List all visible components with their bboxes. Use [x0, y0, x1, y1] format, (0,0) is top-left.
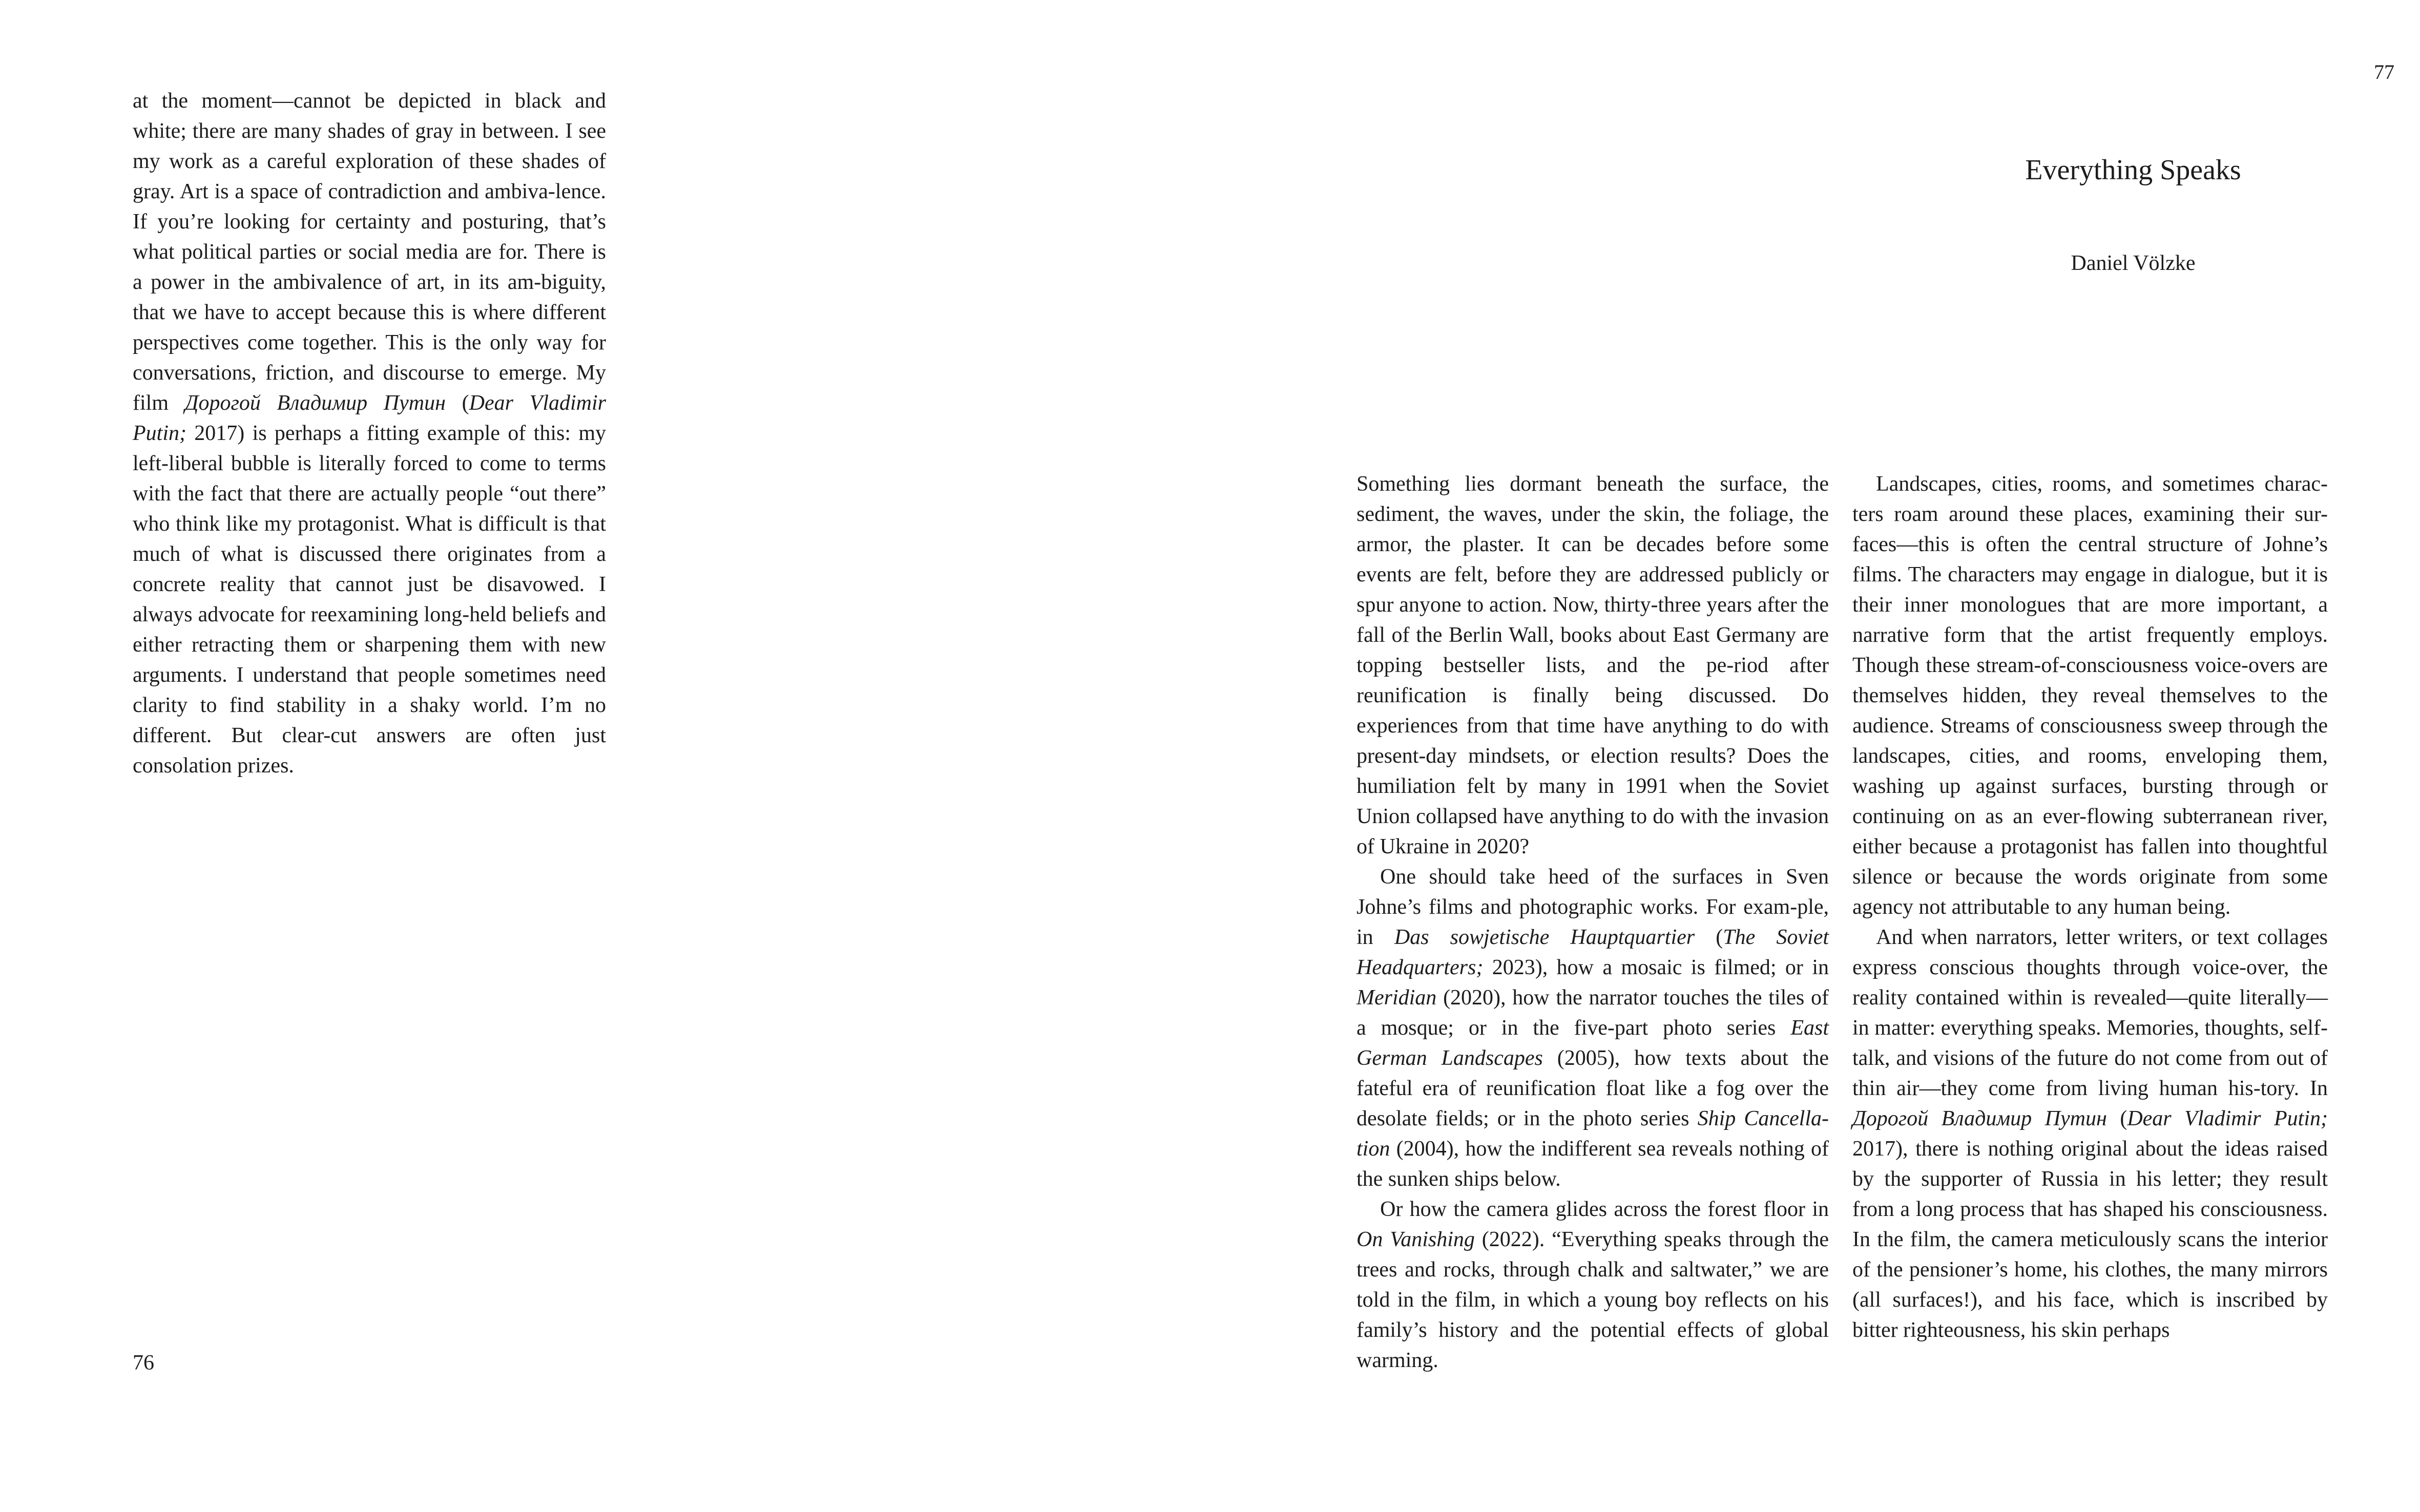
page-number-left: 76	[133, 1351, 154, 1375]
column-b-paragraph-1	[1852, 469, 2328, 922]
text-run: (2004), how the indifferent sea reveals nothing of the sunken ships below.	[1357, 1137, 1829, 1191]
text-run: Or how the camera glides across the forest floor in	[1380, 1198, 1829, 1221]
text-run: (	[2106, 1107, 2127, 1130]
text-run: (	[445, 391, 469, 415]
page-number-right: 77	[2374, 60, 2394, 83]
essay-author: Daniel Völzke	[2071, 251, 2196, 275]
column-a-paragraph-2	[1357, 862, 1829, 1194]
text-run: Something lies dormant beneath the surface, the sediment, the waves, under the skin, the foliage, the armor, the plaster. It can be decades before some events are felt, before they are addressed publicly or spur anyone to action. Now, thirty-three years after the fall of the Berlin Wall, books about East Germany are topping bestseller lists, and the pe-riod after reunification is finally being discussed. Do experiences from that time have anything to do with present-day mindsets, or election results? Does the humiliation felt by many in 1991 when the Soviet Union collapsed have anything to do with the invasion of Ukraine in 2020?	[1357, 472, 1829, 858]
film-title-russian: Дорогой Владимир Путин	[1852, 1107, 2107, 1130]
text-run: 2017), there is nothing original about the ideas raised by the supporter of Russia in his letter; they result from a long process that has shaped his consciousness. In the film, the camera meticulously scans the interior of the pensioner’s home, his clothes, the many mirrors (all surfaces!), and his face, which is inscribed by bitter righteousness, his skin perhaps	[1852, 1137, 2328, 1342]
work-title: The Soviet Headquarters;	[1357, 926, 1829, 979]
text-run: at the moment—cannot be depicted in black and white; there are many shades of gray in between. I see my work as a careful exploration of these shades of gray. Art is a space of contradiction and ambiva-lence. If you’re looking for certainty and posturing, that’s what political parties or social media are for. There is a power in the ambivalence of art, in its am-biguity, that we have to accept because this is where different perspectives come together. This is the only way for conversations, friction, and discourse to emerge. My film	[133, 89, 606, 415]
text-run: Landscapes, cities, rooms, and sometimes charac-ters roam around these places, examining their sur-faces—this is often the central structure of Johne’s films. The characters may engage in dialogue, but it is their inner monologues that are more important, a narrative form that the artist frequently employs. Though these stream-of-consciousness voice-overs are themselves hidden, they reveal themselves to the audience. Streams of consciousness sweep through the landscapes, cities, and rooms, enveloping them, washing up against surfaces, bursting through or continuing on as an ever-flowing subterranean river, either because a protagonist has fallen into thoughtful silence or because the words originate from some agency not attributable to any human being.	[1852, 472, 2328, 919]
film-title-english: Dear Vladimir Putin;	[133, 391, 607, 445]
text-run: (2022). “Everything speaks through the trees and rocks, through chalk and saltwater,” we are told in the film, in which a young boy reflects on his family’s history and the potential effects of global warming.	[1357, 1228, 1829, 1372]
left-page-text-column	[133, 86, 606, 781]
text-column-left	[1357, 469, 1829, 1376]
essay-title: Everything Speaks	[2025, 154, 2241, 186]
text-run: One should take heed of the surfaces in Sven Johne’s films and photographic works. For exam-ple, in	[1357, 865, 1829, 949]
work-title: On Vanishing	[1357, 1228, 1475, 1251]
work-title: Meridian	[1357, 986, 1437, 1010]
text-run: (	[1695, 926, 1723, 949]
text-run: 2017) is perhaps a fitting example of this: my left-liberal bubble is literally forced to come to terms with the fact that there are actually people “out there” who think like my protagonist. What is difficult is that much of what is discussed there originates from a concrete reality that cannot just be disavowed. I always advocate for reexamining long-held beliefs and either retracting them or sharpening them with new arguments. I understand that people sometimes need clarity to find stability in a shaky world. I’m no different. But clear-cut answers are often just consolation prizes.	[133, 422, 606, 778]
text-run: 2023), how a mosaic is filmed; or in	[1483, 956, 1829, 979]
work-title: Das sowjetische Hauptquartier	[1394, 926, 1695, 949]
text-run: And when narrators, letter writers, or text collages express conscious thoughts through voice-over, the reality contained within is revealed—quite literally—in matter: everything speaks. Memories, thoughts, self-talk, and visions of the future do not come from out of thin air—they come from living human his-tory. In	[1852, 926, 2328, 1100]
text-run: (2020), how the narrator touches the tiles of a mosque; or in the five-part photo series	[1357, 986, 1829, 1040]
work-title: Ship Cancella-tion	[1357, 1107, 1829, 1161]
column-a-paragraph-1	[1357, 469, 1829, 862]
film-title-russian: Дорогой Владимир Путин	[184, 391, 446, 415]
left-page-paragraph	[133, 86, 606, 781]
film-title-english: Dear Vladimir Putin;	[2127, 1107, 2328, 1130]
right-page	[1210, 0, 2420, 1512]
column-a-paragraph-3	[1357, 1194, 1829, 1376]
text-column-right	[1852, 469, 2328, 1346]
column-b-paragraph-2	[1852, 922, 2328, 1346]
work-title: East German Landscapes	[1357, 1016, 1829, 1070]
text-run: (2005), how texts about the fateful era of reunification float like a fog over the desolate fields; or in the photo series	[1357, 1046, 1829, 1130]
